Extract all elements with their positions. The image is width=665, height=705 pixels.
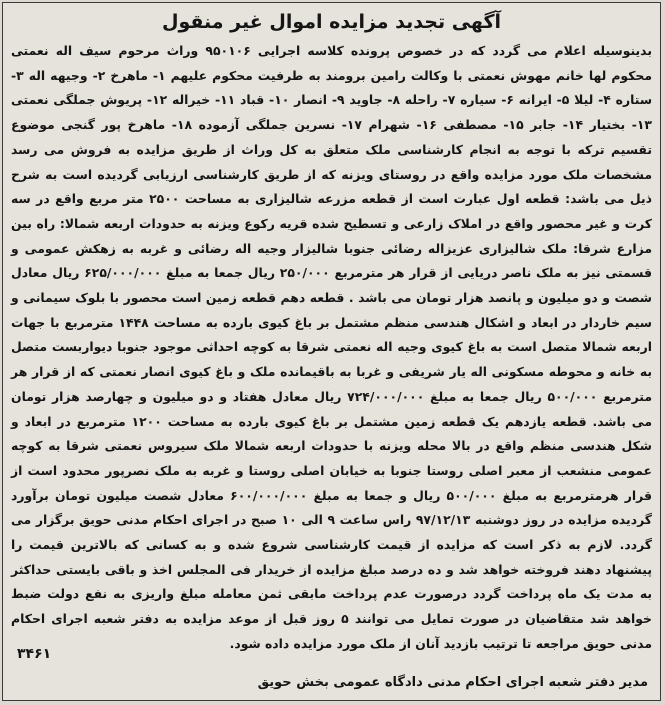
auction-notice [2, 2, 661, 701]
notice-title: آگهی تجدید مزایده اموال غیر منقول [161, 11, 502, 33]
notice-number: ۳۴۶۱ [17, 646, 52, 662]
notice-signature: مدیر دفتر شعبه اجرای احکام مدنی دادگاه عمومی بخش حویق [257, 675, 648, 690]
notice-body: بدینوسیله اعلام می گردد که در خصوص پرونده کلاسه اجرایی ۹۵۰۱۰۶ وراث مرحوم سیف اله نعمتی محکوم لها خانم مهوش نعمتی با وکالت رامین برومند به طرفیت محکوم علیهم ۱- ماهرخ ۲- وجیهه اله ۳- ستاره ۴- لیلا ۵- ایرانه ۶- سیاره ۷- راحله ۸- جاوید ۹- انصار ۱۰- قباد ۱۱- خیراله ۱۲- پریوش جملگی نعمتی ۱۳- بختیار ۱۴- جابر ۱۵- مصطفی ۱۶- شهرام ۱۷- نسرین جملگی آزموده ۱۸- ماهرخ پور گنجی موضوع تقسیم ترکه با توجه به انجام کارشناسی ملک متعلق به کل وراث از طریق مزایده به فروش می رسد مشخصات ملک مورد مزایده واقع در روستای ویزنه که از طریق کارشناسی ارزیابی گردیده است به شرح ذیل می باشد: قطعه اول عبارت است از قطعه مزرعه شالیزاری به مساحت ۲۵۰۰ متر مربع واقع در سه کرت و غیر محصور واقع در املاک زارعی و تسطیح شده قریه رکوع ویزنه به حدودات اربعه شمالا: راه بین مزارع شرقا: ملک شالیزاری عزیزاله رضائی جنوبا شالیزار وجیه اله رضائی و غربه به زهکش عمومی و قسمتی نیز به ملک ناصر دریایی از قرار هر مترمربع ۲۵۰/۰۰۰ ریال جمعا به مبلغ ۶۲۵/۰۰۰/۰۰۰ ریال معادل شصت و دو میلیون و پانصد هزار تومان می باشد . قطعه دهم قطعه زمین است محصور با بلوک سیمانی و سیم خاردار در ابعاد و اشکال هندسی منظم مشتمل بر باغ کیوی بارده به مساحت ۱۴۴۸ مترمربع با جهات اربعه شمالا متصل است به باغ کیوی وجیه اله نعمتی شرقا به کوچه احداثی موجود جنوبا دیواربست متصل به خانه و محوطه مسکونی اله یار شریفی و غربا به باقیمانده ملک و باغ کیوی انصار نعمتی که از قرار هر مترمربع ۵۰۰/۰۰۰ ریال جمعا به مبلغ ۷۲۴/۰۰۰/۰۰۰ ریال معادل هفتاد و دو میلیون و چهارصد هزار تومان می باشد. قطعه یازدهم یک قطعه زمین مشتمل بر باغ کیوی بارده به مساحت ۱۲۰۰ مترمربع در ابعاد و شکل هندسی منظم واقع در بالا محله ویزنه با حدودات اربعه شمالا ملک سیروس نعمتی شرقا به کوچه عمومی منشعب از معبر اصلی روستا جنوبا به خیابان اصلی روستا و غربه به ملک نصرپور محدود است از قرار هرمترمربع به مبلغ ۵۰۰/۰۰۰ ریال و جمعا به مبلغ ۶۰۰/۰۰۰/۰۰۰ معادل شصت میلیون تومان برآورد گردیده مزایده در روز دوشنبه ۹۷/۱۲/۱۳ راس ساعت ۹ الی ۱۰ صبح در اجرای احکام مدنی حویق برگزار می گردد. لازم به ذکر است که مزایده از قیمت کارشناسی شروع شده و به کسانی که بالاترین قیمت را پیشنهاد دهند فروخته خواهد شد و ده درصد مبلغ مزایده از خریدار فی المجلس اخذ و باقی بایستی حداکثر به مدت یک ماه پرداخت گردد درصورت عدم پرداخت مابقی ثمن معامله مبلغ واریزی به نفع دولت ضبط خواهد شد متقاضیان در صورت تمایل می توانند ۵ روز قبل از موعد مزایده به دفتر شعبه اجرای احکام مدنی حویق مراجعه تا ترتیب بازدید آنان از ملک مورد مزایده داده شود. [11, 43, 653, 651]
